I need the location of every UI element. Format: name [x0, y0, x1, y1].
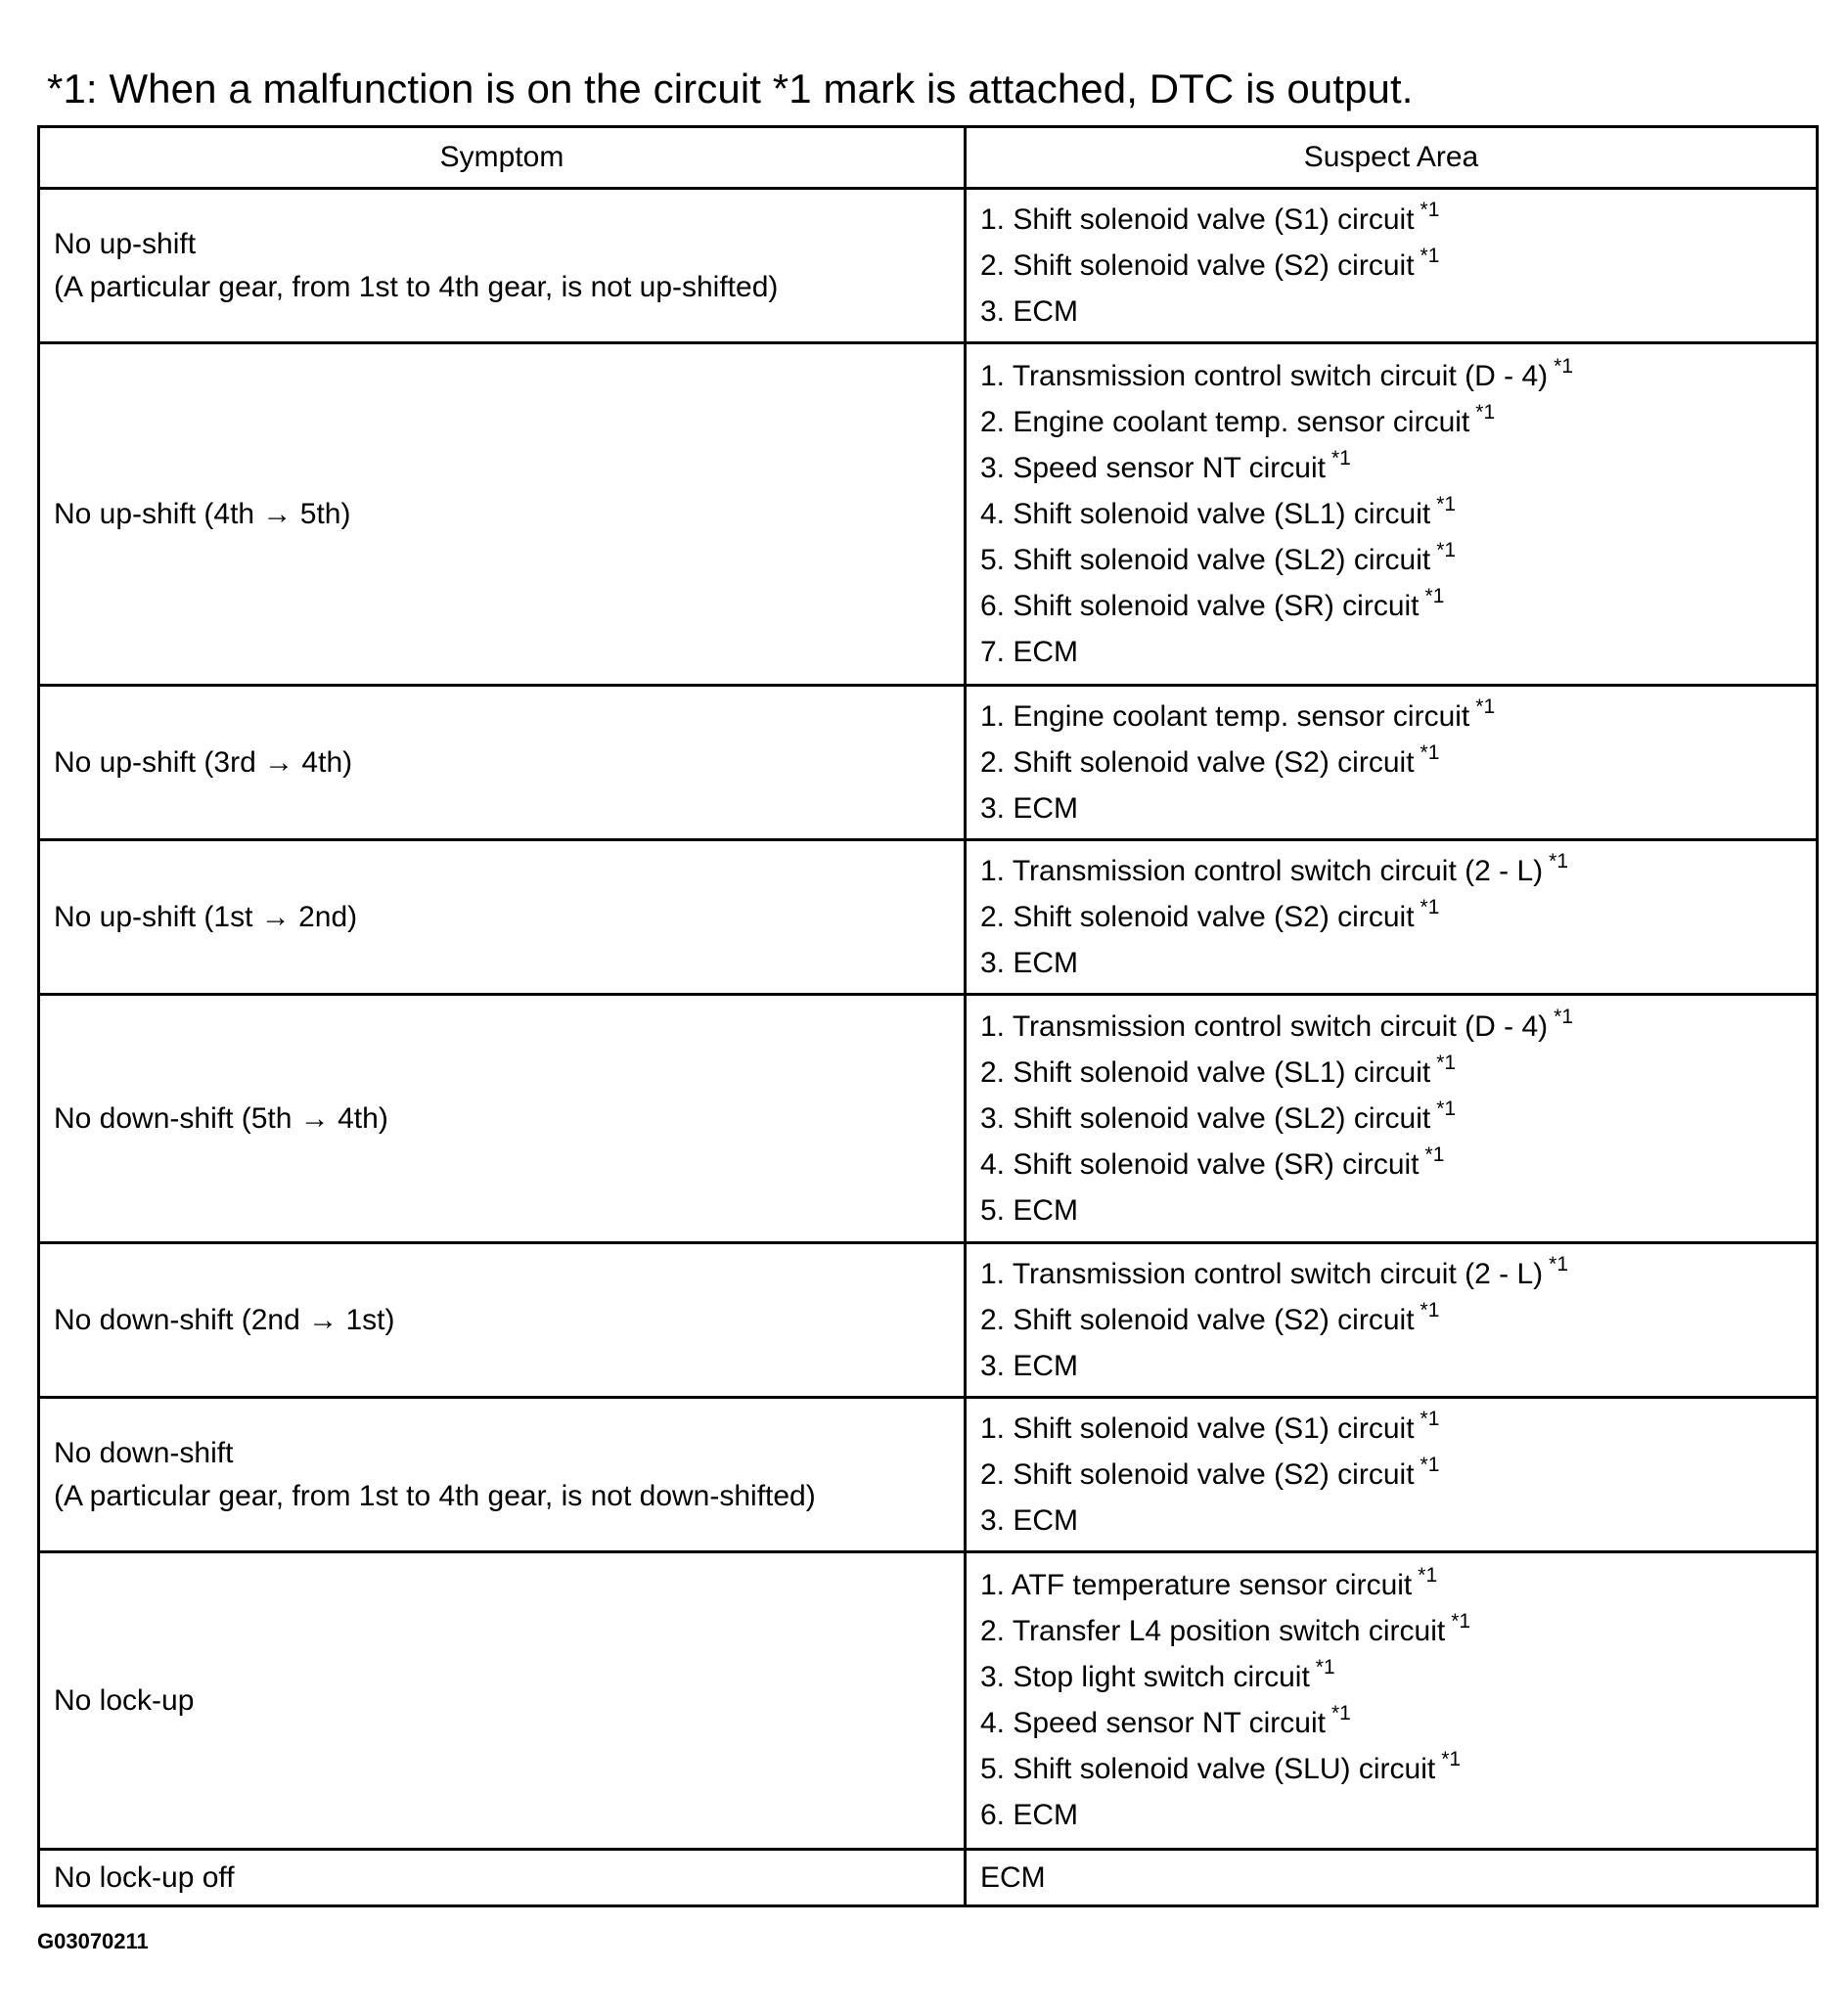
dtc-mark: *1 — [1420, 1407, 1440, 1430]
table-row — [39, 1243, 1818, 1398]
suspect-area-text: 5. Shift solenoid valve (SLU) circuit — [980, 1753, 1436, 1785]
symptom-text: No lock-up off — [54, 1860, 235, 1894]
suspect-area-text: 1. Shift solenoid valve (S1) circuit — [980, 1411, 1415, 1445]
suspect-area-text: 1. Engine coolant temp. sensor circuit — [980, 699, 1470, 733]
suspect-area-item — [980, 1253, 1802, 1299]
suspect-area-item — [980, 1564, 1802, 1610]
suspect-area-item — [980, 1408, 1802, 1454]
suspect-area-item — [980, 291, 1802, 334]
suspect-area-text: ECM — [980, 1860, 1046, 1894]
dtc-mark: *1 — [1315, 1656, 1335, 1679]
dtc-mark: *1 — [1420, 740, 1440, 764]
suspect-area-text: 3. Shift solenoid valve (SL2) circuit — [980, 1101, 1431, 1135]
suspect-area-text: 1. Transmission control switch circuit (2 - L) — [980, 854, 1544, 887]
suspect-area-item — [980, 199, 1802, 245]
suspect-area-text: 5. Shift solenoid valve (SL2) circuit — [980, 543, 1431, 576]
suspect-area-text: 3. ECM — [980, 791, 1079, 825]
suspect-area-text: 2. Shift solenoid valve (S2) circuit — [980, 745, 1415, 779]
table-row — [39, 840, 1818, 995]
suspect-area-text: 7. ECM — [980, 635, 1079, 668]
suspect-area-item — [980, 1143, 1802, 1189]
suspect-area-item — [980, 1006, 1802, 1052]
symptom-text: (A particular gear, from 1st to 4th gear, is not up-shifted) — [54, 270, 779, 303]
suspect-area-text: 1. Transmission control switch circuit (D - 4) — [980, 359, 1549, 392]
symptom-text: No up-shift (4th → 5th) — [54, 497, 351, 530]
symptom-cell — [39, 343, 966, 686]
dtc-mark: *1 — [1436, 1097, 1457, 1120]
suspect-area-item — [980, 1794, 1802, 1837]
dtc-mark: *1 — [1549, 1252, 1569, 1276]
symptom-text: (A particular gear, from 1st to 4th gear, is not down-shifted) — [54, 1479, 816, 1512]
symptom-text: No down-shift (5th → 4th) — [54, 1101, 388, 1135]
suspect-area-item — [980, 585, 1802, 631]
suspect-area-text: 2. Shift solenoid valve (S2) circuit — [980, 1457, 1415, 1491]
suspect-area-text: 2. Transfer L4 position switch circuit — [980, 1615, 1446, 1647]
dtc-mark: *1 — [1420, 198, 1440, 221]
suspect-area-text: 3. Stop light switch circuit — [980, 1661, 1310, 1693]
symptom-cell — [39, 189, 966, 343]
suspect-area-text: 6. Shift solenoid valve (SR) circuit — [980, 589, 1420, 622]
symptom-text: No up-shift (1st → 2nd) — [54, 900, 358, 933]
suspect-area-cell — [966, 686, 1818, 840]
table-row — [39, 686, 1818, 840]
suspect-area-item — [980, 1702, 1802, 1748]
suspect-area-text: 3. ECM — [980, 1349, 1079, 1382]
header-row — [39, 127, 1818, 189]
suspect-area-text: 4. Shift solenoid valve (SR) circuit — [980, 1147, 1420, 1181]
dtc-mark: *1 — [1436, 1051, 1457, 1074]
suspect-area-cell — [966, 1552, 1818, 1850]
suspect-area-item — [980, 493, 1802, 539]
suspect-area-item — [980, 1857, 1802, 1900]
suspect-area-cell — [966, 189, 1818, 343]
dtc-mark: *1 — [1418, 1564, 1438, 1587]
suspect-area-item — [980, 1189, 1802, 1232]
header-symptom: Symptom — [39, 127, 966, 189]
suspect-area-text: 2. Shift solenoid valve (S2) circuit — [980, 248, 1415, 282]
dtc-mark: *1 — [1420, 244, 1440, 267]
dtc-mark: *1 — [1436, 492, 1457, 515]
dtc-mark: *1 — [1330, 446, 1351, 470]
suspect-area-item — [980, 741, 1802, 787]
table-row — [39, 1850, 1818, 1906]
suspect-area-cell — [966, 1243, 1818, 1398]
footnote-note: *1: When a malfunction is on the circuit *1 mark is attached, DTC is output. — [47, 66, 1414, 112]
suspect-area-cell — [966, 343, 1818, 686]
suspect-area-text: 1. Transmission control switch circuit (2 - L) — [980, 1257, 1544, 1290]
suspect-area-cell — [966, 1850, 1818, 1906]
suspect-area-text: 1. Transmission control switch circuit (D - 4) — [980, 1009, 1549, 1043]
symptom-cell — [39, 995, 966, 1243]
suspect-area-text: 3. ECM — [980, 294, 1079, 328]
suspect-area-text: 4. Speed sensor NT circuit — [980, 1707, 1326, 1739]
suspect-area-item — [980, 1748, 1802, 1794]
table-row — [39, 1398, 1818, 1552]
symptom-cell — [39, 1243, 966, 1398]
symptom-cell — [39, 1552, 966, 1850]
suspect-area-item — [980, 401, 1802, 447]
dtc-mark: *1 — [1451, 1610, 1471, 1633]
table-body — [39, 189, 1818, 1906]
suspect-area-text: 5. ECM — [980, 1193, 1079, 1227]
symptom-text: No lock-up — [54, 1683, 195, 1717]
table-row — [39, 189, 1818, 343]
suspect-area-item — [980, 850, 1802, 896]
suspect-area-text: 1. ATF temperature sensor circuit — [980, 1569, 1413, 1601]
symptom-text: No down-shift — [54, 1436, 234, 1469]
dtc-mark: *1 — [1424, 584, 1445, 607]
dtc-mark: *1 — [1330, 1702, 1351, 1725]
dtc-mark: *1 — [1549, 849, 1569, 873]
suspect-area-text: 6. ECM — [980, 1799, 1079, 1831]
suspect-area-item — [980, 942, 1802, 985]
dtc-mark: *1 — [1420, 895, 1440, 918]
suspect-area-item — [980, 1098, 1802, 1143]
suspect-area-text: 2. Shift solenoid valve (SL1) circuit — [980, 1055, 1431, 1089]
suspect-area-item — [980, 896, 1802, 942]
suspect-area-item — [980, 631, 1802, 674]
suspect-area-item — [980, 1454, 1802, 1500]
figure-code: G03070211 — [37, 1929, 149, 1953]
suspect-area-item — [980, 1052, 1802, 1098]
dtc-mark: *1 — [1554, 354, 1573, 378]
dtc-mark: *1 — [1475, 400, 1496, 424]
suspect-area-item — [980, 355, 1802, 401]
symptom-table — [37, 125, 1819, 1907]
suspect-area-item — [980, 539, 1802, 585]
suspect-area-text: 2. Engine coolant temp. sensor circuit — [980, 405, 1470, 438]
symptom-text: No up-shift (3rd → 4th) — [54, 745, 353, 779]
suspect-area-cell — [966, 995, 1818, 1243]
suspect-area-cell — [966, 1398, 1818, 1552]
suspect-area-text: 3. Speed sensor NT circuit — [980, 451, 1326, 484]
suspect-area-text: 2. Shift solenoid valve (S2) circuit — [980, 900, 1415, 933]
suspect-area-item — [980, 1500, 1802, 1543]
symptom-cell — [39, 1850, 966, 1906]
suspect-area-item — [980, 1345, 1802, 1388]
dtc-mark: *1 — [1475, 694, 1496, 718]
header-suspect-area: Suspect Area — [966, 127, 1818, 189]
suspect-area-text: 2. Shift solenoid valve (S2) circuit — [980, 1303, 1415, 1336]
suspect-area-item — [980, 447, 1802, 493]
dtc-mark: *1 — [1424, 1142, 1445, 1166]
symptom-cell — [39, 686, 966, 840]
dtc-mark: *1 — [1420, 1453, 1440, 1476]
symptom-cell — [39, 840, 966, 995]
dtc-mark: *1 — [1441, 1748, 1462, 1770]
dtc-mark: *1 — [1436, 538, 1457, 561]
suspect-area-text: 1. Shift solenoid valve (S1) circuit — [980, 202, 1415, 236]
table-row — [39, 343, 1818, 686]
dtc-mark: *1 — [1554, 1005, 1573, 1028]
suspect-area-item — [980, 1299, 1802, 1345]
symptom-text: No up-shift — [54, 227, 197, 260]
suspect-area-item — [980, 245, 1802, 291]
suspect-area-text: 3. ECM — [980, 1503, 1079, 1537]
table-row — [39, 995, 1818, 1243]
suspect-area-item — [980, 1656, 1802, 1702]
symptom-text: No down-shift (2nd → 1st) — [54, 1303, 395, 1336]
symptom-cell — [39, 1398, 966, 1552]
suspect-area-item — [980, 787, 1802, 830]
suspect-area-text: 4. Shift solenoid valve (SL1) circuit — [980, 497, 1431, 530]
table-row — [39, 1552, 1818, 1850]
dtc-mark: *1 — [1420, 1298, 1440, 1322]
suspect-area-item — [980, 695, 1802, 741]
suspect-area-text: 3. ECM — [980, 946, 1079, 979]
suspect-area-cell — [966, 840, 1818, 995]
suspect-area-item — [980, 1610, 1802, 1656]
